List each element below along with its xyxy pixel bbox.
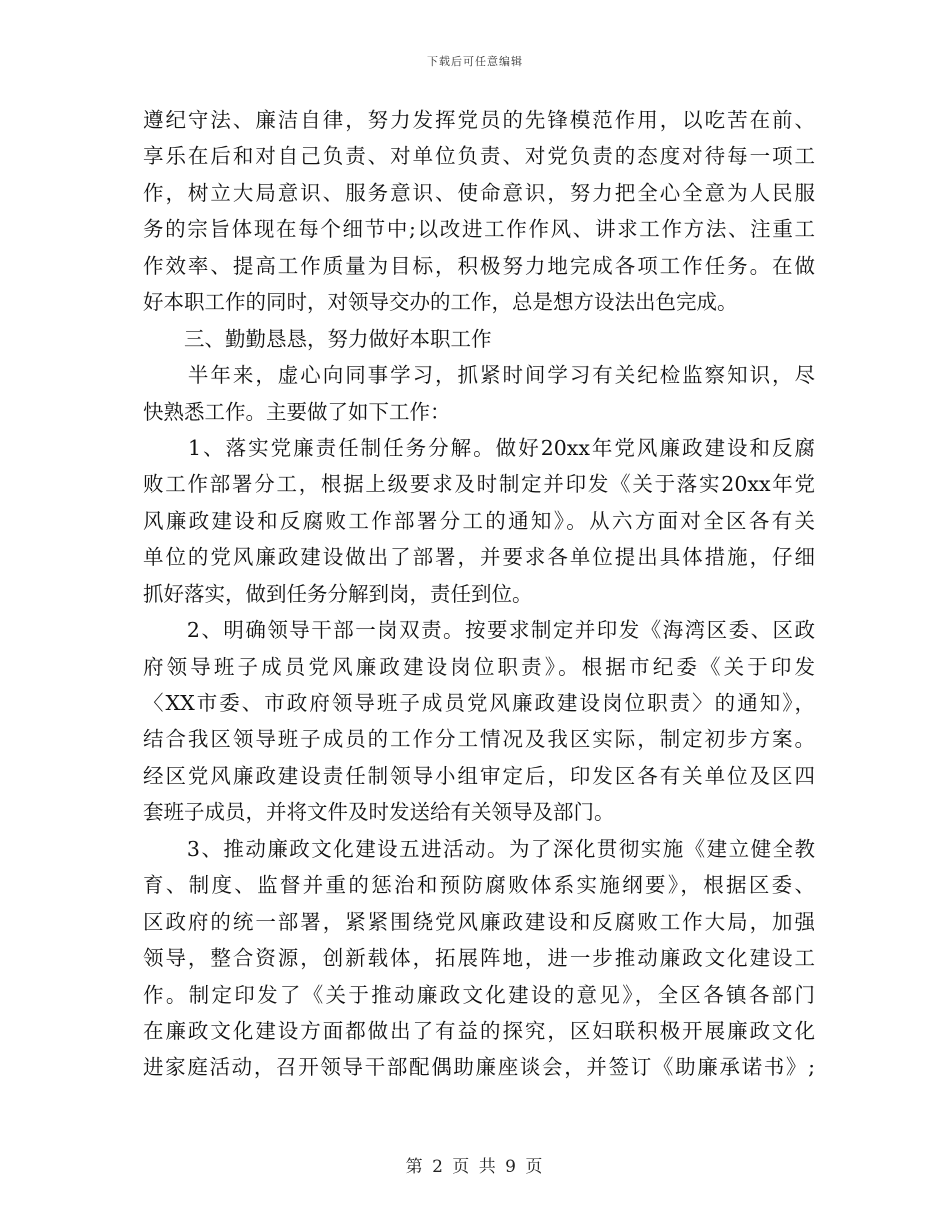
text-line: 套班子成员，并将文件及时发送给有关领导及部门。 — [143, 800, 615, 825]
text-line: 〈XX市委、市政府领导班子成员党风廉政建设岗位职责〉的通知》， — [143, 691, 815, 715]
page-header: 下载后可任意编辑 — [427, 55, 523, 68]
text-line: 风廉政建设和反腐败工作部署分工的通知》。从六方面对全区各有关 — [143, 508, 815, 533]
page-number: 第 2 页 共 9 页 — [405, 1157, 545, 1177]
text-line: 半年来，虚心向同事学习，抓紧时间学习有关纪检监察知识，尽 — [143, 363, 815, 388]
text-line: 2、明确领导干部一岗双责。按要求制定并印发《海湾区委、区政 — [143, 618, 815, 643]
text-line: 领导，整合资源，创新载体，拓展阵地，进一步推动廉政文化建设工 — [143, 946, 815, 971]
text-line: 育、制度、监督并重的惩治和预防腐败体系实施纲要》，根据区委、 — [143, 873, 815, 898]
text-line: 1、落实党廉责任制任务分解。做好20xx年党风廉政建设和反腐 — [143, 435, 815, 460]
text-line: 三、勤勤恳恳，努力做好本职工作 — [143, 326, 492, 351]
text-line: 快熟悉工作。主要做了如下工作： — [143, 399, 451, 424]
text-line: 败工作部署分工，根据上级要求及时制定并印发《关于落实20xx年党 — [143, 472, 815, 497]
text-line: 府领导班子成员党风廉政建设岗位职责》。根据市纪委《关于印发 — [143, 654, 815, 679]
text-line: 在廉政文化建设方面都做出了有益的探究，区妇联积极开展廉政文化 — [143, 1018, 815, 1043]
text-line: 作，树立大局意识、服务意识、使命意识，努力把全心全意为人民服 — [143, 180, 815, 205]
text-line: 结合我区领导班子成员的工作分工情况及我区实际，制定初步方案。 — [143, 727, 815, 752]
text-line: 经区党风廉政建设责任制领导小组审定后，印发区各有关单位及区四 — [143, 763, 815, 788]
text-line: 享乐在后和对自己负责、对单位负责、对党负责的态度对待每一项工 — [143, 144, 815, 169]
text-line: 好本职工作的同时，对领导交办的工作，总是想方设法出色完成。 — [143, 290, 738, 315]
text-line: 遵纪守法、廉洁自律，努力发挥党员的先锋模范作用，以吃苦在前、 — [143, 108, 815, 132]
text-line: 作效率、提高工作质量为目标，积极努力地完成各项工作任务。在做 — [143, 253, 815, 278]
document-body — [143, 102, 815, 1086]
text-line: 抓好落实，做到任务分解到岗，责任到位。 — [143, 581, 533, 606]
text-line: 作。制定印发了《关于推动廉政文化建设的意见》，全区各镇各部门 — [143, 982, 815, 1007]
text-line: 单位的党风廉政建设做出了部署，并要求各单位提出具体措施，仔细 — [143, 545, 815, 570]
text-line: 3、推动廉政文化建设五进活动。为了深化贯彻实施《建立健全教 — [143, 836, 815, 861]
text-line: 务的宗旨体现在每个细节中;以改进工作作风、讲求工作方法、注重工 — [143, 217, 815, 242]
text-line: 进家庭活动，召开领导干部配偶助廉座谈会，并签订《助廉承诺书》; — [143, 1055, 815, 1080]
text-line: 区政府的统一部署，紧紧围绕党风廉政建设和反腐败工作大局，加强 — [143, 909, 815, 934]
